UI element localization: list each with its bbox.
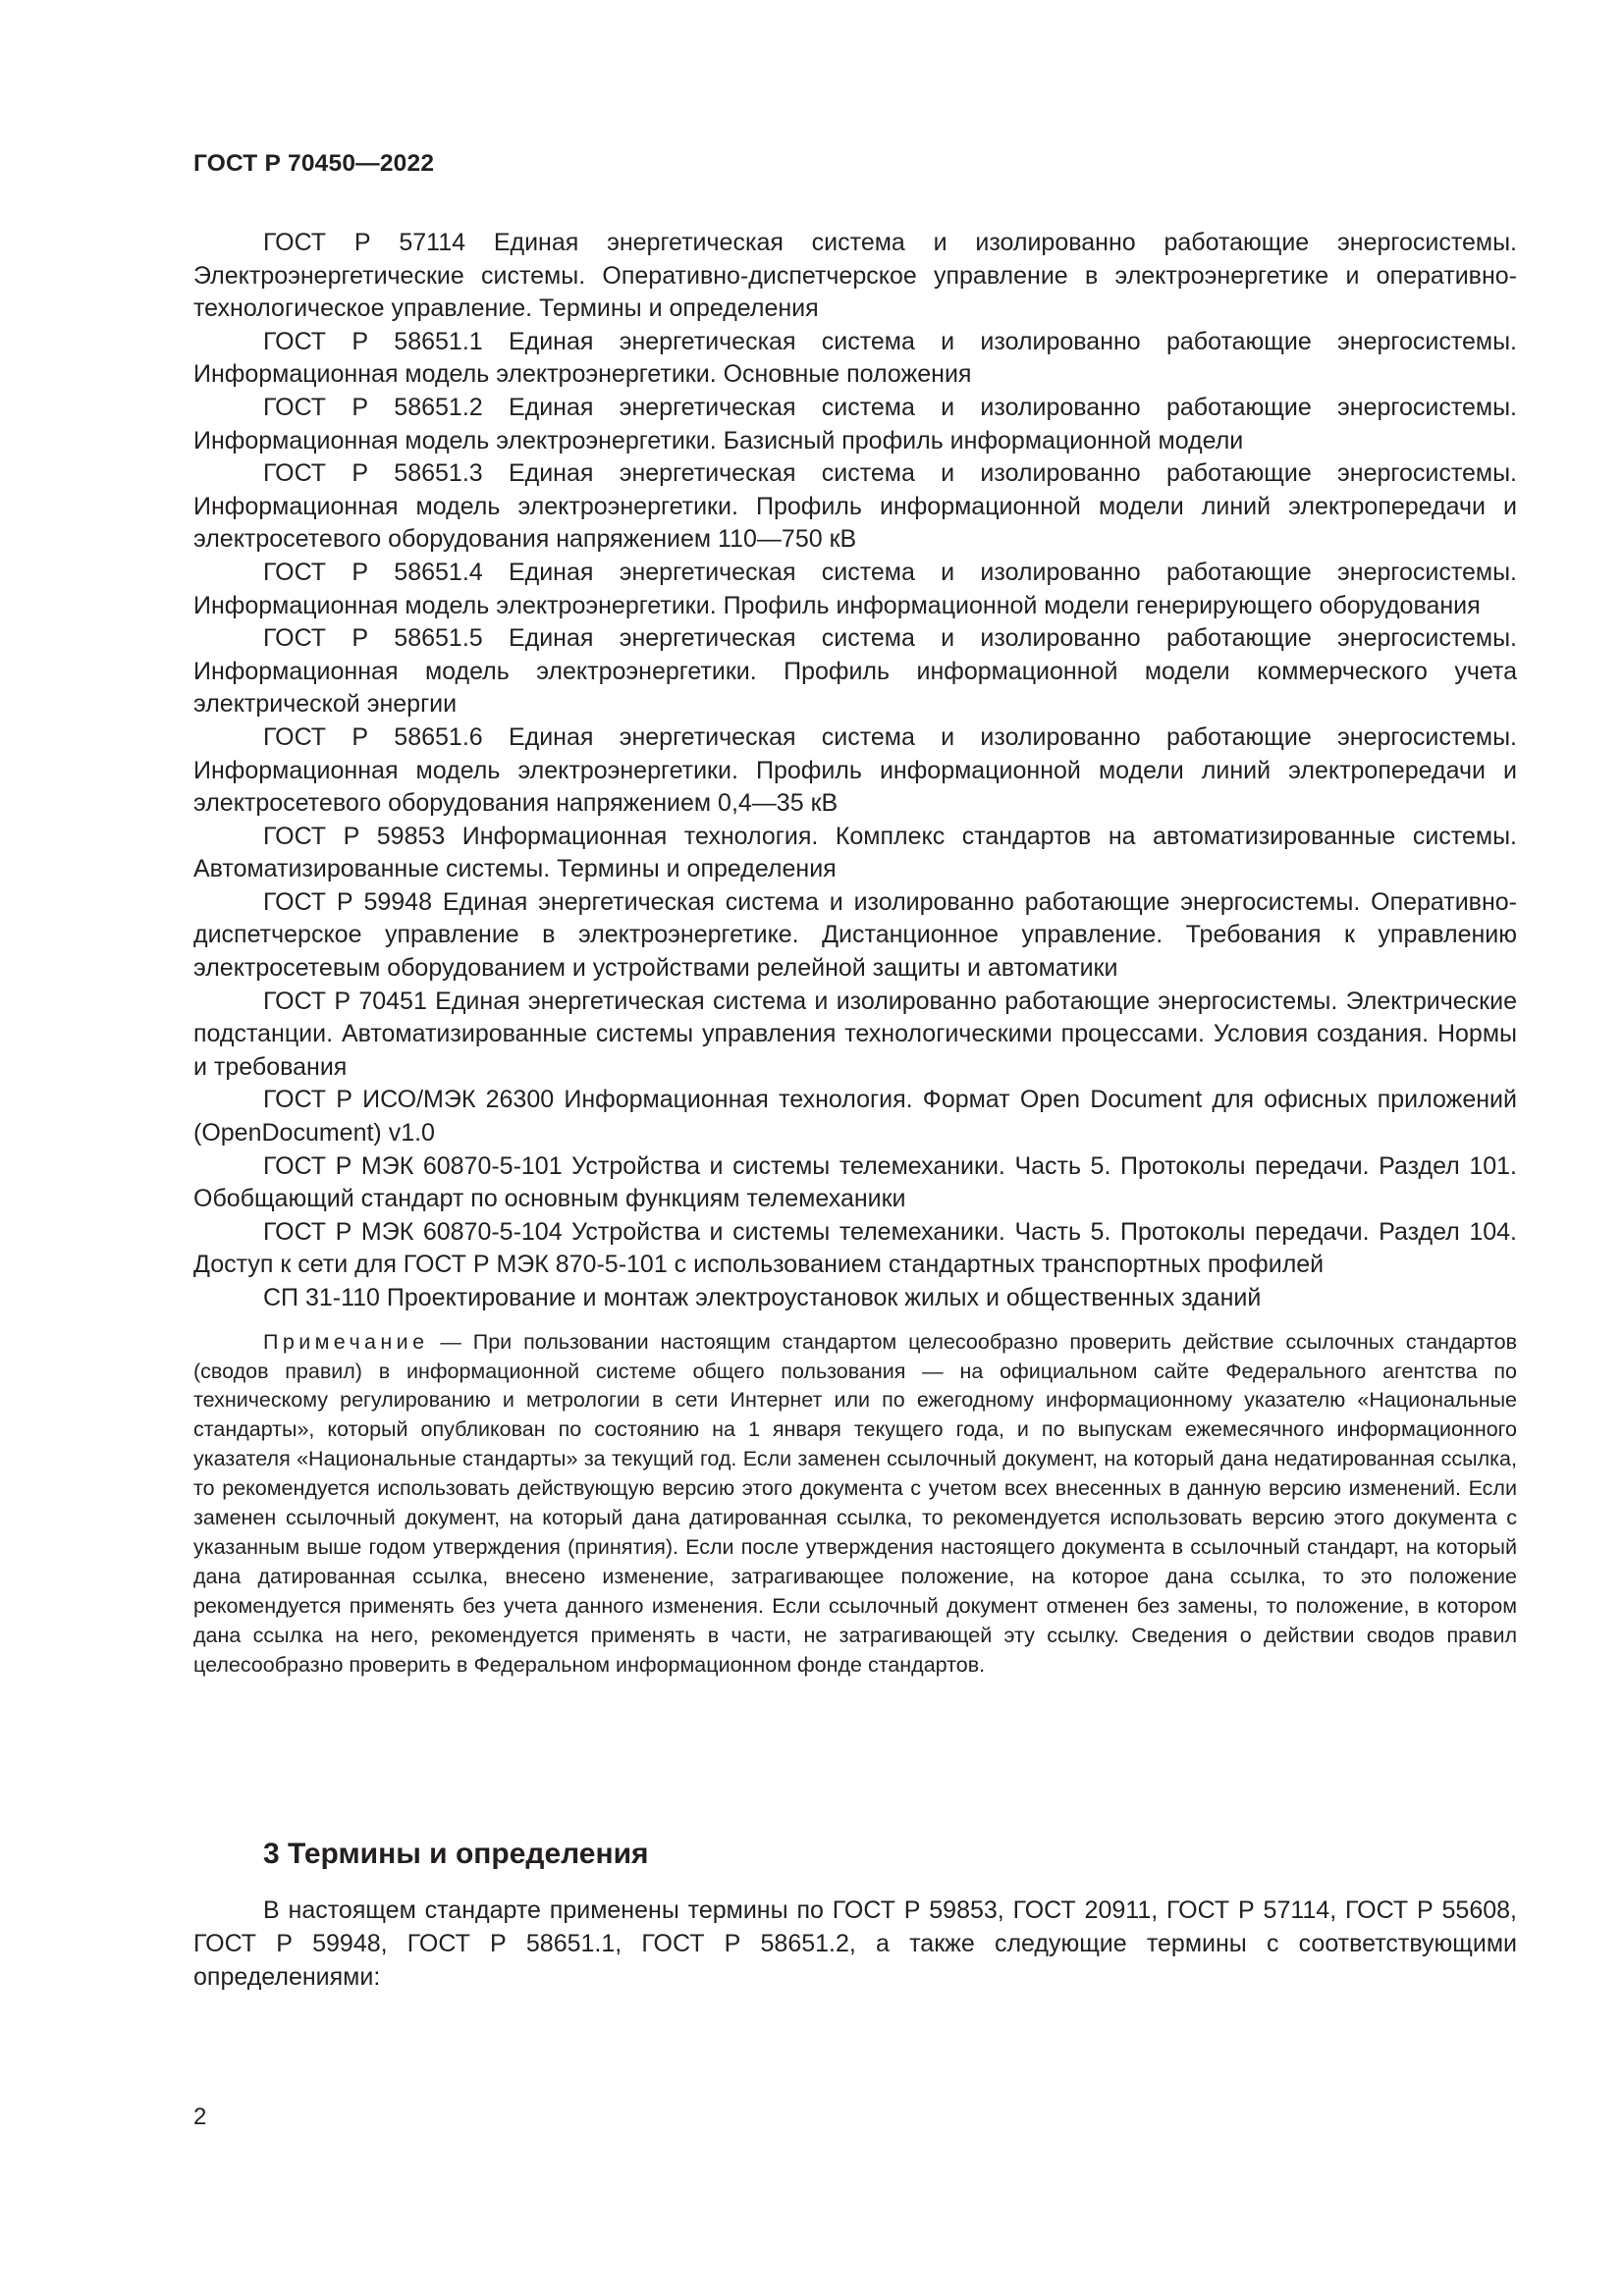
note-text: — При пользовании настоящим стандартом целесообразно проверить действие ссылочных стандартов (сводов правил) в информационной системе общего пользования — на официальном сайте Федерального агентства по техническому регулированию и метрологии в сети Интернет или по ежегодному информационному указателю «Национальные стандарты», который опубликован по состоянию на 1 января текущего года, и по выпускам ежемесячного информационного указателя «Национальные стандарты» за текущий год. Если заменен ссылочный документ, на который дана недатированная ссылка, то рекомендуется использовать действующую версию этого документа с учетом всех внесенных в данную версию изменений. Если заменен ссылочный документ, на который дана датированная ссылка, то рекомендуется использовать версию этого документа с указанным выше годом утверждения (принятия). Если после утверждения настоящего документа в ссылочный стандарт, на который дана датированная ссылка, внесено изменение, затрагивающее положение, на которое дана ссылка, то это положение рекомендуется применять без учета данного изменения. Если ссылочный документ отменен без замены, то положение, в котором дана ссылка на него, рекомендуется применять в части, не затрагивающей эту ссылку. Сведения о действии сводов правил целесообразно проверить в Федеральном информационном фонде стандартов. — [193, 1329, 1517, 1677]
reference-item: ГОСТ Р 58651.4 Единая энергетическая система и изолированно работающие энергосистемы. Информационная модель электроэнергетики. Профиль информационной модели генерирующего оборудования — [193, 558, 1517, 619]
section-heading: 3 Термины и определения — [263, 1838, 649, 1870]
reference-item: ГОСТ Р 58651.5 Единая энергетическая система и изолированно работающие энергосистемы. Информационная модель электроэнергетики. Профиль информационной модели коммерческого учета электрической энергии — [193, 624, 1517, 719]
reference-item: ГОСТ Р 70451 Единая энергетическая система и изолированно работающие энергосистемы. Электрические подстанции. Автоматизированные системы управления технологическими процессами. Условия создания. Нормы и требования — [193, 987, 1517, 1081]
reference-item: ГОСТ Р 58651.6 Единая энергетическая система и изолированно работающие энергосистемы. Информационная модель электроэнергетики. Профиль информационной модели линий электропередачи и электросетевого оборудования напряжением 0,4—35 кВ — [193, 722, 1517, 818]
reference-item: ГОСТ Р 58651.3 Единая энергетическая система и изолированно работающие энергосистемы. Информационная модель электроэнергетики. Профиль информационной модели линий электропередачи и электросетевого оборудования напряжением 110—750 кВ — [193, 459, 1517, 554]
reference-item: ГОСТ Р МЭК 60870-5-101 Устройства и системы телемеханики. Часть 5. Протоколы передачи. Раздел 101. Обобщающий стандарт по основным функциям телемеханики — [193, 1151, 1517, 1213]
document-header-id: ГОСТ Р 70450—2022 — [193, 150, 435, 177]
reference-item: ГОСТ Р 59853 Информационная технология. Комплекс стандартов на автоматизированные системы. Автоматизированные системы. Термины и определения — [193, 822, 1517, 883]
normative-references-list — [193, 227, 1517, 1680]
section-paragraph: В настоящем стандарте применены термины по ГОСТ Р 59853, ГОСТ 20911, ГОСТ Р 57114, ГОСТ Р 55608, ГОСТ Р 59948, ГОСТ Р 58651.1, ГОСТ Р 58651.2, а также следующие термины с соответствующими определениями: — [193, 1896, 1517, 1992]
page-number: 2 — [193, 2104, 207, 2130]
reference-item: ГОСТ Р 58651.1 Единая энергетическая система и изолированно работающие энергосистемы. Информационная модель электроэнергетики. Основные положения — [193, 327, 1517, 389]
reference-item: ГОСТ Р 57114 Единая энергетическая система и изолированно работающие энергосистемы. Электроэнергетические системы. Оперативно-диспетчерское управление в электроэнергетике и оперативно-технологическое управление. Термины и определения — [193, 229, 1517, 323]
note-label: Примечание — [263, 1329, 429, 1354]
reference-item: ГОСТ Р 59948 Единая энергетическая система и изолированно работающие энергосистемы. Оперативно-диспетчерское управление в электроэнергетике. Дистанционное управление. Требования к управлению электросетевым оборудованием и устройствами релейной защиты и автоматики — [193, 887, 1517, 983]
reference-item: ГОСТ Р МЭК 60870-5-104 Устройства и системы телемеханики. Часть 5. Протоколы передачи. Раздел 104. Доступ к сети для ГОСТ Р МЭК 870-5-101 с использованием стандартных транспортных профилей — [193, 1217, 1517, 1279]
reference-item: СП 31-110 Проектирование и монтаж электроустановок жилых и общественных зданий — [263, 1284, 1262, 1311]
reference-item: ГОСТ Р ИСО/МЭК 26300 Информационная технология. Формат Open Document для офисных приложений (OpenDocument) v1.0 — [193, 1086, 1517, 1148]
reference-item: ГОСТ Р 58651.2 Единая энергетическая система и изолированно работающие энергосистемы. Информационная модель электроэнергетики. Базисный профиль информационной модели — [193, 393, 1517, 454]
references-note — [193, 1328, 1517, 1681]
